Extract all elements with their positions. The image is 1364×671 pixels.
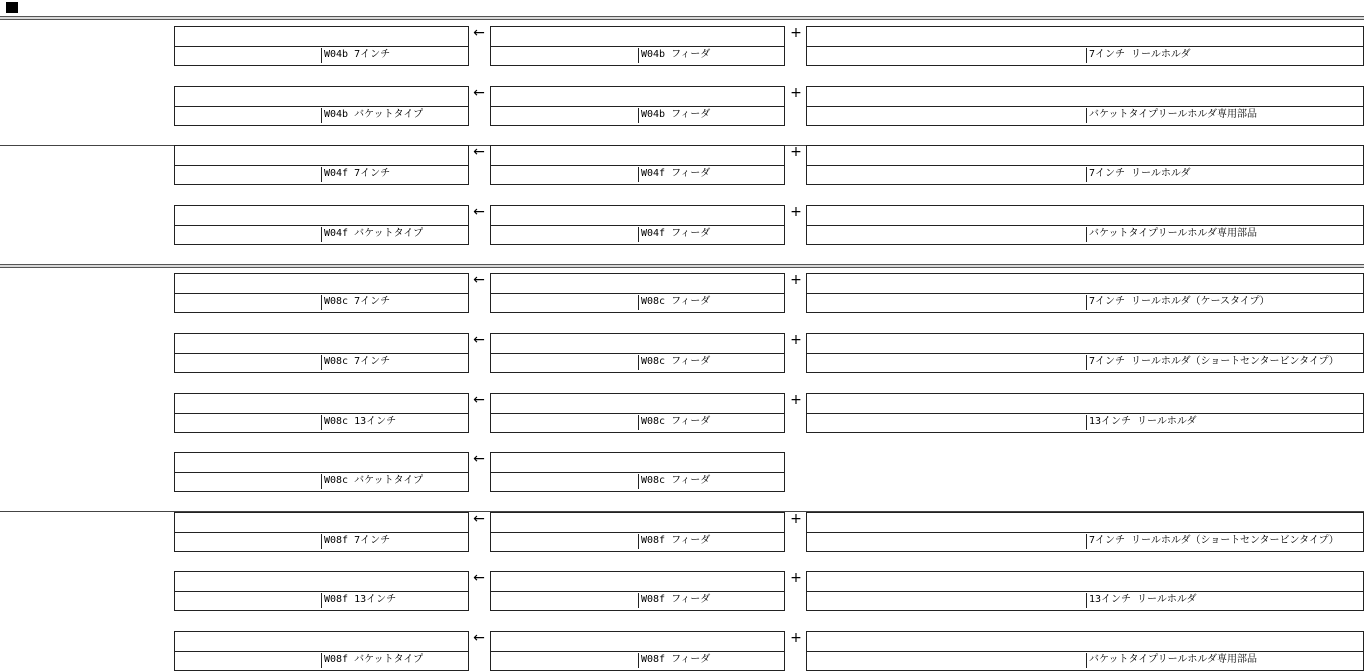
reel-holder-cell — [806, 273, 1364, 313]
reel-holder-cell — [806, 205, 1364, 245]
box-divider — [175, 293, 468, 294]
reel-holder-cell — [806, 631, 1364, 671]
product-cell-label: W08f 7インチ — [321, 534, 390, 549]
plus-sign: + — [790, 630, 802, 646]
equals-arrow: ← — [473, 511, 485, 527]
plus-sign: + — [790, 272, 802, 288]
product-cell — [174, 393, 469, 433]
feeder-cell — [490, 26, 785, 66]
plus-sign: + — [790, 511, 802, 527]
box-divider — [491, 651, 784, 652]
box-divider — [491, 46, 784, 47]
product-cell-label: W08c バケットタイプ — [321, 474, 423, 489]
equals-arrow: ← — [473, 570, 485, 586]
equals-arrow: ← — [473, 272, 485, 288]
reel-holder-cell-label: 7インチ リールホルダ（ショートセンタービンタイプ） — [1086, 534, 1339, 549]
product-cell — [174, 26, 469, 66]
feeder-cell — [490, 333, 785, 373]
box-divider — [175, 46, 468, 47]
feeder-cell-label: W08c フィーダ — [638, 474, 710, 489]
box-divider — [491, 225, 784, 226]
equals-arrow: ← — [473, 392, 485, 408]
plus-sign: + — [790, 144, 802, 160]
plus-sign: + — [790, 85, 802, 101]
box-divider — [491, 353, 784, 354]
equals-arrow: ← — [473, 332, 485, 348]
section-header-bar — [0, 16, 1364, 20]
feeder-cell — [490, 512, 785, 552]
reel-holder-cell-label: バケットタイプリールホルダ専用部品 — [1086, 653, 1257, 668]
product-cell — [174, 333, 469, 373]
feeder-cell-label: W08f フィーダ — [638, 593, 710, 608]
plus-sign: + — [790, 25, 802, 41]
box-divider — [491, 413, 784, 414]
feeder-cell — [490, 631, 785, 671]
box-divider — [807, 46, 1363, 47]
reel-holder-cell — [806, 86, 1364, 126]
product-cell — [174, 571, 469, 611]
box-divider — [807, 106, 1363, 107]
box-divider — [175, 591, 468, 592]
reel-holder-cell-label: 7インチ リールホルダ — [1086, 48, 1190, 63]
feeder-cell-label: W04b フィーダ — [638, 48, 710, 63]
reel-holder-cell-label: 13インチ リールホルダ — [1086, 593, 1196, 608]
box-divider — [807, 293, 1363, 294]
product-cell-label: W04b 7インチ — [321, 48, 390, 63]
feeder-cell — [490, 273, 785, 313]
box-divider — [491, 165, 784, 166]
product-cell-label: W04b バケットタイプ — [321, 108, 423, 123]
box-divider — [491, 106, 784, 107]
box-divider — [175, 532, 468, 533]
equals-arrow: ← — [473, 204, 485, 220]
product-cell-label: W08f 13インチ — [321, 593, 396, 608]
feeder-cell-label: W04f フィーダ — [638, 227, 710, 242]
reel-holder-cell-label: 13インチ リールホルダ — [1086, 415, 1196, 430]
product-cell — [174, 205, 469, 245]
equals-arrow: ← — [473, 85, 485, 101]
box-divider — [491, 532, 784, 533]
product-cell-label: W04f 7インチ — [321, 167, 390, 182]
reel-holder-cell — [806, 393, 1364, 433]
product-cell — [174, 273, 469, 313]
product-cell-label: W04f バケットタイプ — [321, 227, 423, 242]
feeder-cell — [490, 145, 785, 185]
feeder-cell — [490, 393, 785, 433]
reel-holder-cell — [806, 145, 1364, 185]
reel-holder-cell-label: バケットタイプリールホルダ専用部品 — [1086, 108, 1257, 123]
reel-holder-cell — [806, 571, 1364, 611]
feeder-cell-label: W08f フィーダ — [638, 653, 710, 668]
product-cell — [174, 631, 469, 671]
reel-holder-cell — [806, 26, 1364, 66]
box-divider — [175, 225, 468, 226]
equals-arrow: ← — [473, 451, 485, 467]
box-divider — [807, 353, 1363, 354]
reel-holder-cell-label: 7インチ リールホルダ — [1086, 167, 1190, 182]
box-divider — [807, 651, 1363, 652]
plus-sign: + — [790, 570, 802, 586]
box-divider — [491, 472, 784, 473]
reel-holder-cell — [806, 512, 1364, 552]
section-marker-square — [6, 2, 18, 13]
feeder-cell — [490, 571, 785, 611]
feeder-cell — [490, 452, 785, 492]
box-divider — [175, 353, 468, 354]
reel-holder-cell-label: 7インチ リールホルダ（ショートセンタービンタイプ） — [1086, 355, 1339, 370]
product-cell — [174, 86, 469, 126]
product-cell — [174, 452, 469, 492]
box-divider — [807, 165, 1363, 166]
box-divider — [491, 293, 784, 294]
reel-holder-cell-label: 7インチ リールホルダ（ケースタイプ） — [1086, 295, 1270, 310]
product-cell-label: W08c 13インチ — [321, 415, 396, 430]
feeder-cell-label: W08f フィーダ — [638, 534, 710, 549]
box-divider — [175, 106, 468, 107]
equals-arrow: ← — [473, 25, 485, 41]
product-cell-label: W08c 7インチ — [321, 355, 390, 370]
product-cell-label: W08c 7インチ — [321, 295, 390, 310]
reel-holder-cell-label: バケットタイプリールホルダ専用部品 — [1086, 227, 1257, 242]
box-divider — [807, 225, 1363, 226]
box-divider — [491, 591, 784, 592]
equals-arrow: ← — [473, 144, 485, 160]
feeder-cell-label: W04b フィーダ — [638, 108, 710, 123]
section-header-bar — [0, 264, 1364, 268]
box-divider — [175, 165, 468, 166]
product-cell-label: W08f バケットタイプ — [321, 653, 423, 668]
feeder-cell — [490, 205, 785, 245]
product-cell — [174, 145, 469, 185]
box-divider — [807, 532, 1363, 533]
box-divider — [175, 413, 468, 414]
feeder-cell — [490, 86, 785, 126]
feeder-cell-label: W08c フィーダ — [638, 295, 710, 310]
product-cell — [174, 512, 469, 552]
feeder-cell-label: W08c フィーダ — [638, 355, 710, 370]
equals-arrow: ← — [473, 630, 485, 646]
plus-sign: + — [790, 204, 802, 220]
feeder-cell-label: W08c フィーダ — [638, 415, 710, 430]
box-divider — [807, 591, 1363, 592]
box-divider — [175, 651, 468, 652]
plus-sign: + — [790, 332, 802, 348]
reel-holder-cell — [806, 333, 1364, 373]
box-divider — [807, 413, 1363, 414]
plus-sign: + — [790, 392, 802, 408]
box-divider — [175, 472, 468, 473]
feeder-cell-label: W04f フィーダ — [638, 167, 710, 182]
